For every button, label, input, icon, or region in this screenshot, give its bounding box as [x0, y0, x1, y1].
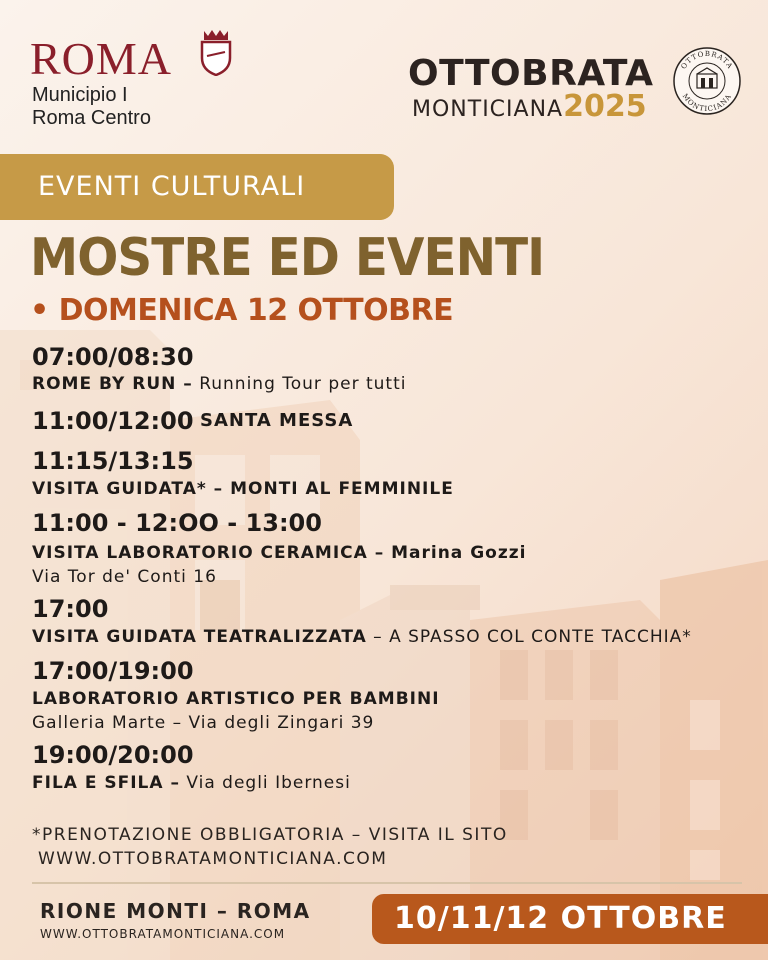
roma-shield-icon: [198, 28, 234, 76]
event-description: VISITA LABORATORIO CERAMICA – Marina Gozzi: [32, 543, 527, 563]
event-location: Galleria Marte – Via degli Zingari 39: [32, 713, 375, 733]
footer-website-link[interactable]: WWW.OTTOBRATAMONTICIANA.COM: [40, 927, 286, 941]
event-description: VISITA GUIDATA TEATRALIZZATA – A SPASSO COL CONTE TACCHIA*: [32, 627, 692, 647]
svg-text:MONTICIANA: MONTICIANA: [680, 92, 734, 114]
event-day: • DOMENICA 12 OTTOBRE: [30, 293, 454, 328]
event-time: 11:00/12:00: [32, 407, 194, 435]
event-time: 07:00/08:30: [32, 343, 194, 371]
booking-note: *PRENOTAZIONE OBBLIGATORIA – VISITA IL SITO: [32, 825, 508, 845]
main-title: MOSTRE ED EVENTI: [30, 228, 545, 288]
event-title-inline: SANTA MESSA: [200, 410, 354, 431]
roma-logo-text: ROMA: [30, 33, 173, 84]
event-time: 17:00: [32, 595, 109, 623]
booking-website-link[interactable]: WWW.OTTOBRATAMONTICIANA.COM: [38, 849, 388, 869]
event-time: 17:00/19:00: [32, 657, 194, 685]
event-location: Via Tor de' Conti 16: [32, 567, 217, 587]
event-subtitle: MONTICIANA2025: [412, 89, 647, 124]
event-description: LABORATORIO ARTISTICO PER BAMBINI: [32, 689, 440, 709]
category-banner-label: EVENTI CULTURALI: [38, 171, 306, 202]
svg-text:OTTOBRATA: OTTOBRATA: [679, 49, 735, 71]
event-time: 11:15/13:15: [32, 447, 194, 475]
event-description: VISITA GUIDATA* – MONTI AL FEMMINILE: [32, 479, 454, 499]
municipio-label: Municipio I Roma Centro: [32, 84, 151, 129]
event-title: OTTOBRATA: [408, 53, 654, 94]
event-time: 11:00 - 12:OO - 13:00: [32, 509, 322, 537]
ottobrata-seal-icon: [672, 46, 742, 116]
event-description: ROME BY RUN – Running Tour per tutti: [32, 374, 407, 394]
event-description: FILA E SFILA – Via degli Ibernesi: [32, 773, 351, 793]
event-time: 19:00/20:00: [32, 741, 194, 769]
event-year: 2025: [563, 89, 647, 124]
footer-location: RIONE MONTI – ROMA: [40, 899, 311, 923]
date-badge-label: 10/11/12 OTTOBRE: [394, 901, 727, 936]
footer-divider: [32, 882, 742, 884]
